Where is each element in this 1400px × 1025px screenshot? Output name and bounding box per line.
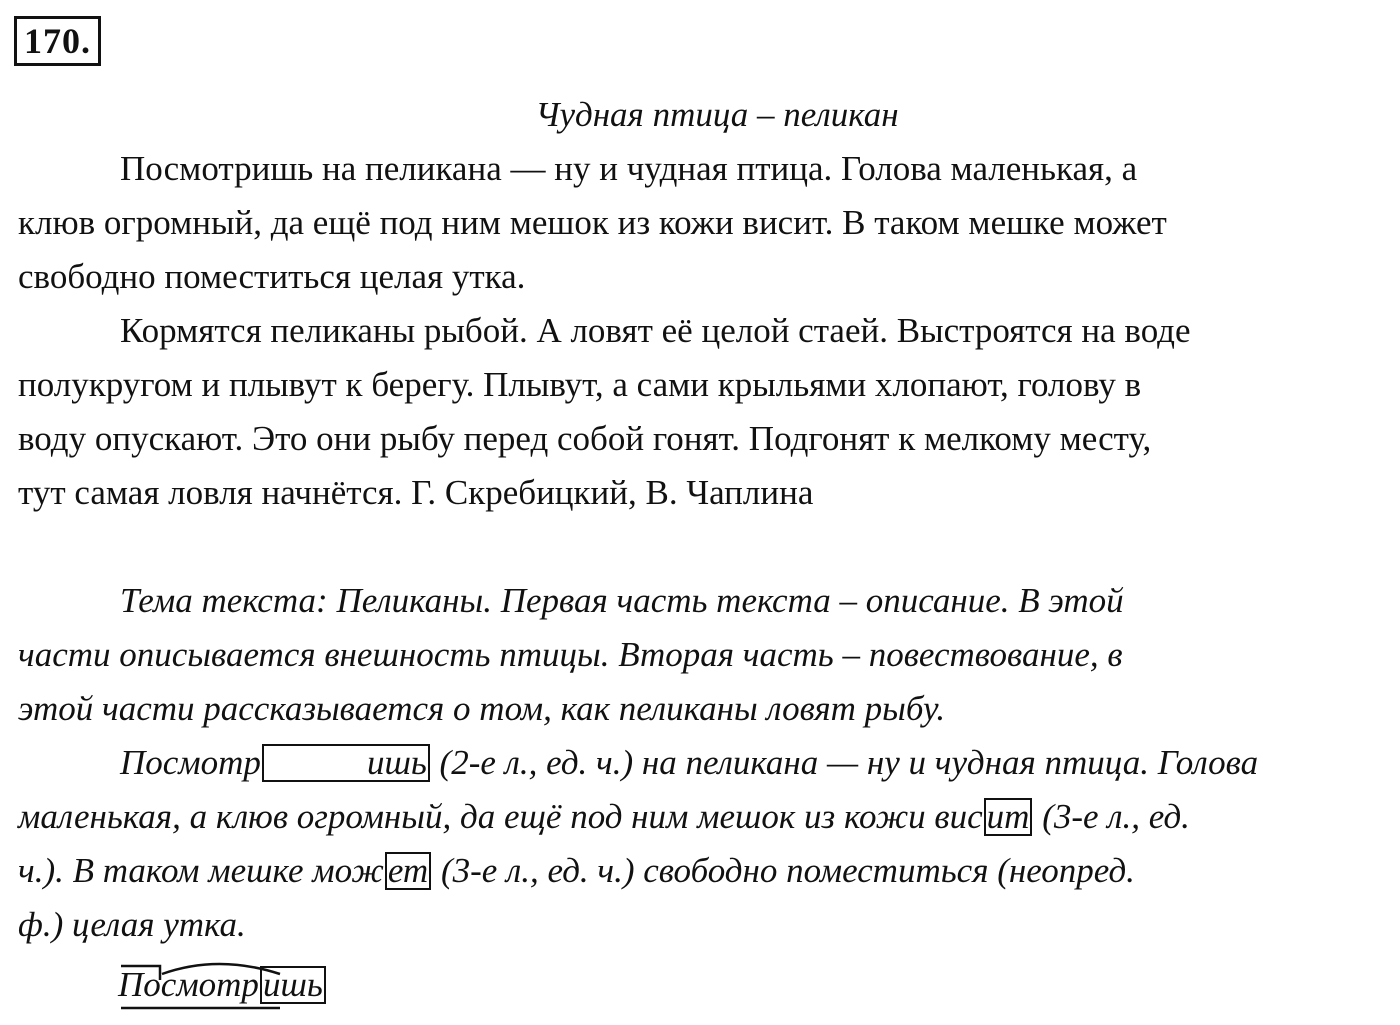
paragraph-1	[18, 142, 1386, 196]
spacer	[18, 520, 1386, 574]
word-ending-box: ит	[984, 798, 1033, 836]
analysis-paragraph-1	[18, 574, 1386, 628]
text-fragment: маленькая, а клюв огромный, да ещё под ним мешок из кожи вис	[18, 797, 983, 836]
paragraph-2-cont	[18, 358, 1386, 520]
root-arc	[162, 964, 280, 974]
morpheme-marks	[118, 958, 358, 1018]
analysis-line: части описывается внешность птицы. Вторая часть – повествование, в	[18, 635, 1123, 674]
analysis-line: этой части рассказывается о том, как пеликаны ловят рыбу.	[18, 689, 946, 728]
text-line: полукругом и плывут к берегу. Плывут, а сами крыльями хлопают, голову в	[18, 365, 1142, 404]
grammar-note: (3-е л., ед.	[1033, 797, 1190, 836]
text-line: свободно поместиться целая утка.	[18, 257, 526, 296]
analysis-paragraph-1-cont	[18, 628, 1386, 736]
analysis-line: Тема текста: Пеликаны. Первая часть текста – описание. В этой	[120, 581, 1124, 620]
analysis-paragraph-2	[18, 736, 1386, 790]
prefix-mark	[121, 966, 160, 980]
exercise-number: 170.	[14, 16, 101, 66]
document-body	[18, 88, 1386, 952]
root: смотр	[160, 965, 259, 1004]
text-line: Посмотришь на пеликана — ну и чудная птица. Голова маленькая, а	[120, 149, 1138, 188]
word-ending-box: ишь	[262, 744, 430, 782]
text-line: клюв огромный, да ещё под ним мешок из кожи висит. В таком мешке может	[18, 203, 1167, 242]
paragraph-2	[18, 304, 1386, 358]
text-title: Чудная птица – пеликан	[535, 95, 899, 134]
grammar-note: (2-е л., ед. ч.) на пеликана — ну и чудная птица. Голова	[430, 743, 1259, 782]
paragraph-1-cont	[18, 196, 1386, 304]
text-fragment: ч.). В таком мешке мож	[18, 851, 384, 890]
analysis-paragraph-2-cont	[18, 790, 1386, 952]
text-line: тут самая ловля начнётся. Г. Скребицкий, В. Чаплина	[18, 473, 814, 512]
analysis-line	[18, 844, 1386, 898]
analysis-line: ф.) целая утка.	[18, 905, 246, 944]
analysis-line	[18, 790, 1386, 844]
analysis-line	[18, 736, 1386, 790]
text-line: воду опускают. Это они рыбу перед собой гонят. Подгонят к мелкому месту,	[18, 419, 1152, 458]
grammar-note: (3-е л., ед. ч.) свободно поместиться (неопред.	[432, 851, 1135, 890]
prefix: По	[118, 965, 161, 1004]
text-line: Кормятся пеликаны рыбой. А ловят её целой стаей. Выстроятся на воде	[120, 311, 1191, 350]
word-ending-box: ишь	[260, 966, 326, 1004]
word-stem: Посмотр	[120, 743, 261, 782]
word-ending-box: ет	[385, 852, 431, 890]
